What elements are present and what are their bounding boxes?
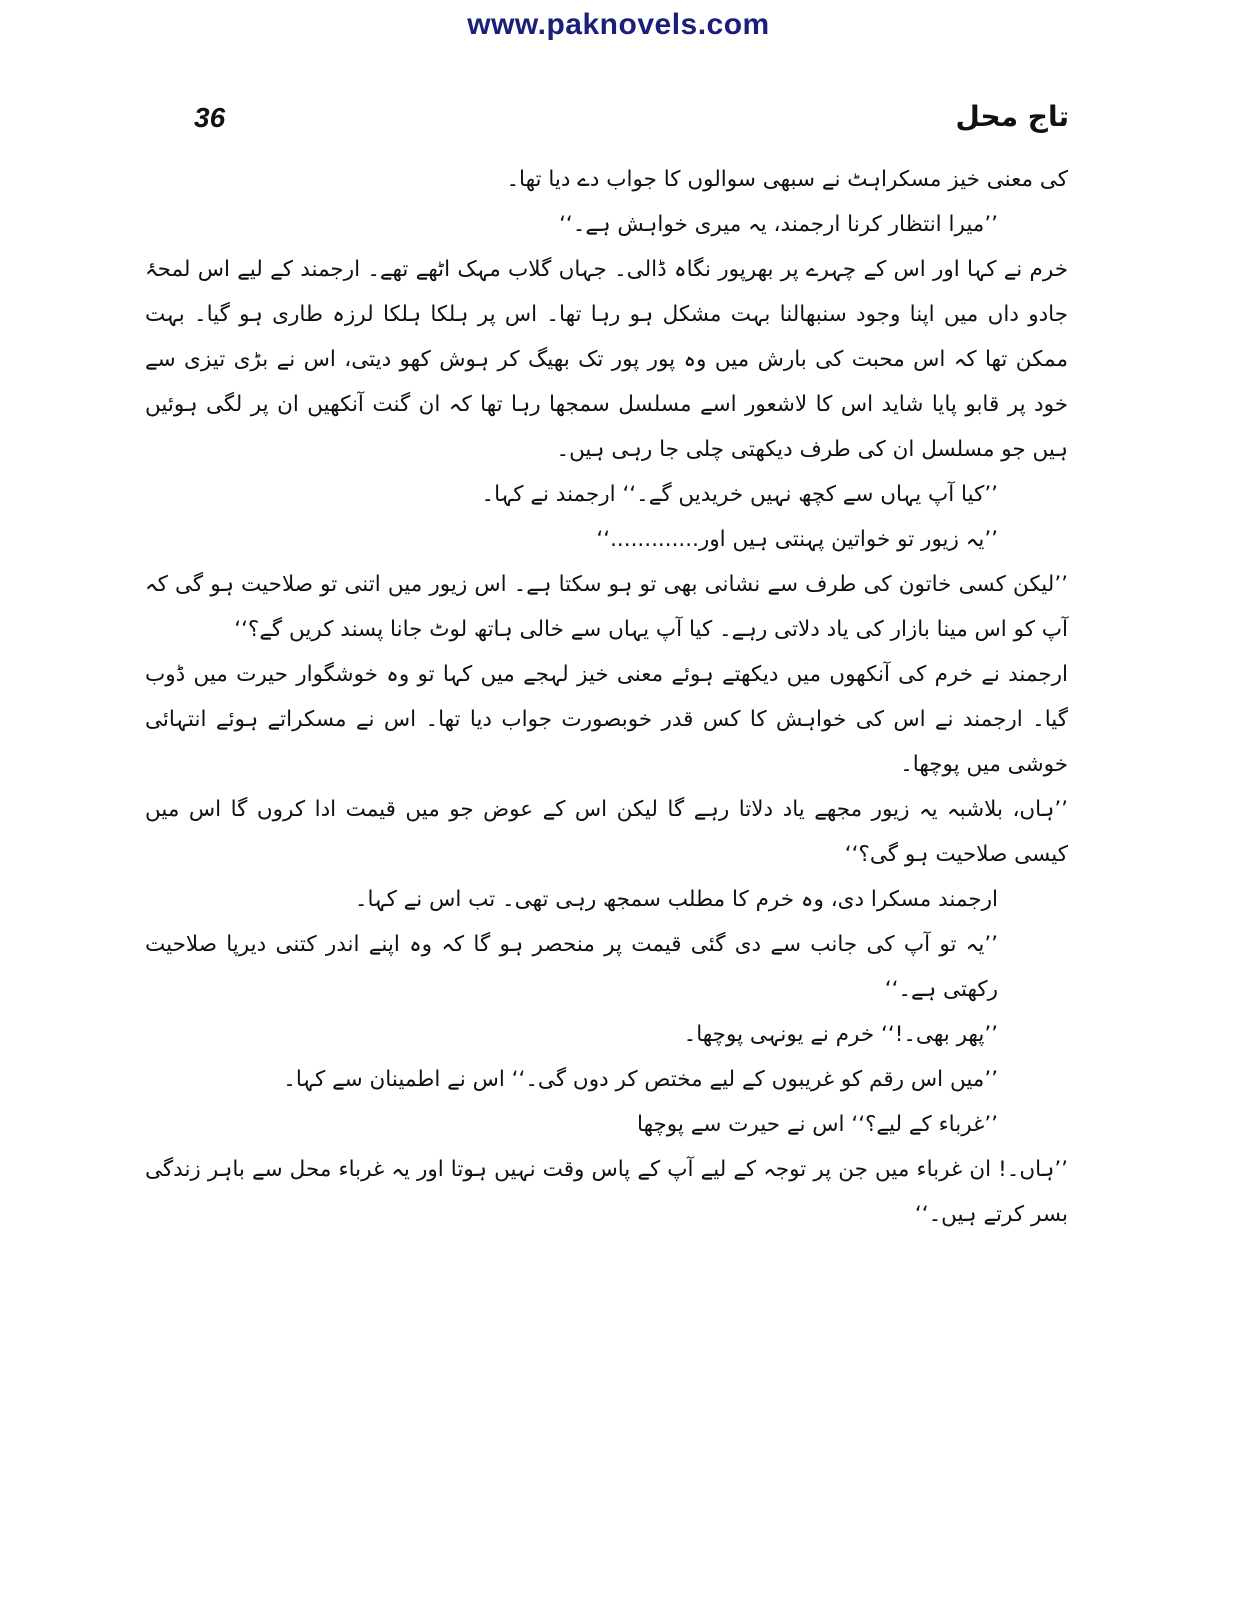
paragraph: ’’لیکن کسی خاتون کی طرف سے نشانی بھی تو ہو سکتا ہے۔ اس زیور میں اتنی تو صلاحیت ہو گی کہ آپ کو اس مینا بازار کی یاد دلاتی رہے۔ کیا آپ یہاں سے خالی ہاتھ لوٹ جانا پسند کریں گے؟‘‘ — [145, 572, 1068, 642]
book-title: تاج محل — [955, 100, 1069, 133]
site-url-header[interactable]: www.paknovels.com — [467, 8, 770, 41]
paragraph: ’’ہاں، بلاشبہ یہ زیور مجھے یاد دلاتا رہے گا لیکن اس کے عوض جو میں قیمت ادا کروں گا اس میں کیسی صلاحیت ہو گی؟‘‘ — [145, 797, 1068, 867]
paragraph: ارجمند مسکرا دی، وہ خرم کا مطلب سمجھ رہی تھی۔ تب اس نے کہا۔ — [354, 887, 998, 912]
paragraph: ’’میں اس رقم کو غریبوں کے لیے مختص کر دوں گی۔‘‘ اس نے اطمینان سے کہا۔ — [283, 1067, 998, 1092]
page-number: 36 — [194, 102, 226, 133]
paragraph: ’’غرباء کے لیے؟‘‘ اس نے حیرت سے پوچھا — [637, 1112, 998, 1137]
paragraph: ’’یہ زیور تو خواتین پہنتی ہیں اور.............‘‘ — [596, 527, 998, 552]
paragraph: ’’ہاں۔! ان غرباء میں جن پر توجہ کے لیے آپ کے پاس وقت نہیں ہوتا اور یہ غرباء محل سے باہر زندگی بسر کرتے ہیں۔‘‘ — [145, 1157, 1068, 1227]
paragraph: خرم نے کہا اور اس کے چہرے پر بھرپور نگاہ ڈالی۔ جہاں گلاب مہک اٹھے تھے۔ ارجمند کے لیے اس لمحۂ جادو داں میں اپنا وجود سنبھالنا بہت مشکل ہو رہا تھا۔ اس پر ہلکا ہلکا لرزہ طاری ہو گیا۔ بہت ممکن تھا کہ اس محبت کی بارش میں وہ پور پور تک بھیگ کر ہوش کھو دیتی، اس نے بڑی تیزی سے خود پر قابو پایا شاید اس کا لاشعور اسے مسلسل سمجھا رہا تھا کہ ان گنت آنکھیں ان پر لگی ہوئیں ہیں جو مسلسل ان کی طرف دیکھتی چلی جا رہی ہیں۔ — [145, 257, 1068, 462]
paragraph: کی معنی خیز مسکراہٹ نے سبھی سوالوں کا جواب دے دیا تھا۔ — [506, 167, 1068, 192]
novel-text-body — [145, 157, 1068, 1237]
paragraph: ارجمند نے خرم کی آنکھوں میں دیکھتے ہوئے معنی خیز لہجے میں کہا تو وہ خوشگوار حیرت میں ڈوب گیا۔ ارجمند نے اس کی خواہش کا کس قدر خوبصورت جواب دیا تھا۔ اس نے مسکراتے ہوئے انتہائی خوشی میں پوچھا۔ — [145, 662, 1068, 777]
paragraph: ’’یہ تو آپ کی جانب سے دی گئی قیمت پر منحصر ہو گا کہ وہ اپنے اندر کتنی دیرپا صلاحیت رکھتی ہے۔‘‘ — [145, 932, 998, 1002]
paragraph: ’’میرا انتظار کرنا ارجمند، یہ میری خواہش ہے۔‘‘ — [559, 212, 998, 237]
paragraph: ’’پھر بھی۔!‘‘ خرم نے یونہی پوچھا۔ — [683, 1022, 998, 1047]
paragraph: ’’کیا آپ یہاں سے کچھ نہیں خریدیں گے۔‘‘ ارجمند نے کہا۔ — [481, 482, 998, 507]
